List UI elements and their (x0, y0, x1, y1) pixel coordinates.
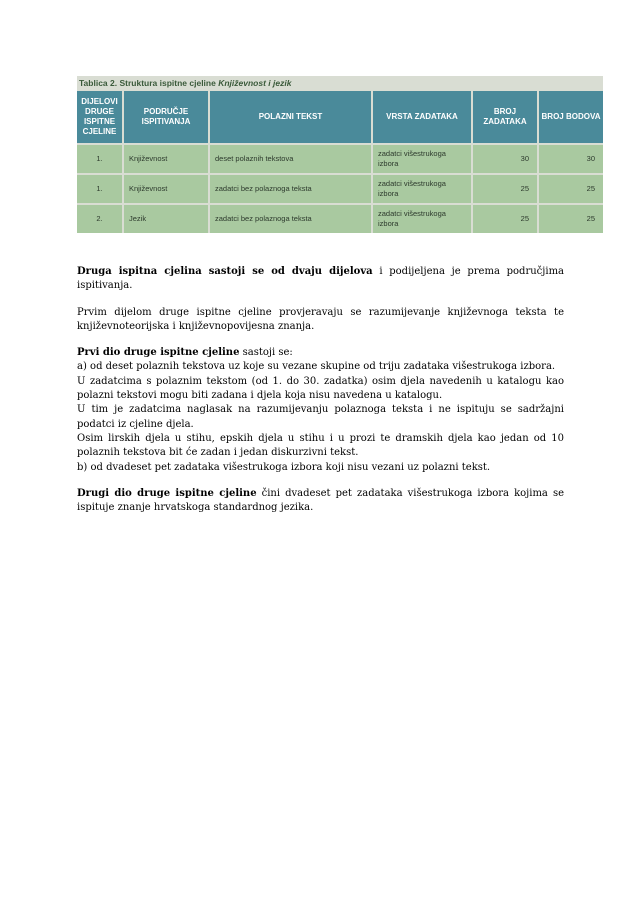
paragraph-second-part (77, 487, 564, 516)
table-cell: Književnost (124, 143, 210, 173)
header-area: PODRUČJE ISPITIVANJA (124, 91, 210, 143)
table-caption-italic: Književnost i jezik (218, 78, 292, 88)
table-cell: zadatci višestrukoga izbora (373, 143, 473, 173)
table-cell: 1. (77, 173, 124, 203)
table-cell: zadatci višestrukoga izbora (373, 203, 473, 233)
item-a: a) od deset polaznih tekstova uz koje su vezane skupine od triju zadataka višestrukoga izbora. (77, 361, 556, 373)
paragraph-first-part-bold: Prvi dio druge ispitne cjeline (77, 347, 240, 359)
header-points: BROJ BODOVA (539, 91, 603, 143)
paragraph-second-part-bold: Drugi dio druge ispitne cjeline (77, 487, 257, 499)
table-row (77, 143, 603, 173)
table-row (77, 203, 603, 233)
item-a-note-2: U tim je zadatcima naglasak na razumijevanju polaznoga teksta i ne ispituju se sadržajni podatci iz cjeline djela. (77, 404, 564, 430)
table-header-row (77, 91, 603, 143)
header-task-count: BROJ ZADATAKA (473, 91, 539, 143)
table-cell: 30 (539, 143, 603, 173)
document-body (77, 265, 564, 527)
table-cell: zadatci bez polaznoga teksta (210, 173, 373, 203)
paragraph-second-part-rest: čini dvadeset pet zadataka višestrukoga izbora kojima se ispituje znanje hrvatskoga standardnog jezika. (77, 487, 565, 514)
header-task-type: VRSTA ZADATAKA (373, 91, 473, 143)
table-cell: 25 (539, 173, 603, 203)
structure-table-figure (77, 76, 603, 233)
table-caption (77, 76, 603, 91)
table-cell: deset polaznih tekstova (210, 143, 373, 173)
table-cell: 30 (473, 143, 539, 173)
table-caption-prefix: Tablica 2. Struktura ispitne cjeline (79, 78, 219, 88)
paragraph-first-part (77, 346, 564, 475)
paragraph-first-part-rest: sastoji se: (239, 347, 293, 359)
table-cell: 2. (77, 203, 124, 233)
table-cell: Književnost (124, 173, 210, 203)
item-a-note-1: U zadatcima s polaznim tekstom (od 1. do 30. zadatka) osim djela navedenih u katalogu kao polazni tekstovi mogu biti zadana i djela koja nisu navedena u katalogu. (77, 375, 564, 402)
paragraph-intro-rest: i podijeljena je prema područjima ispitivanja. (77, 266, 565, 292)
table-cell: 25 (539, 203, 603, 233)
paragraph-intro-bold: Druga ispitna cjelina sastoji se od dvaju dijelova (77, 266, 373, 277)
structure-table (77, 91, 603, 233)
table-cell: 25 (473, 173, 539, 203)
table-cell: 25 (473, 203, 539, 233)
item-b: b) od dvadeset pet zadataka višestrukoga izbora koji nisu vezani uz polazni tekst. (77, 461, 491, 473)
table-cell: 1. (77, 143, 124, 173)
header-parts: DIJELOVI DRUGE ISPITNE CJELINE (77, 91, 124, 143)
table-cell: Jezik (124, 203, 210, 233)
header-source-text: POLAZNI TEKST (210, 91, 373, 143)
item-a-note-3: Osim lirskih djela u stihu, epskih djela u stihu i u prozi te dramskih djela kao jedan od 10 polaznih tekstova bit će zadan i jedan diskurzivni tekst. (77, 432, 564, 459)
table-cell: zadatci višestrukoga izbora (373, 173, 473, 203)
paragraph-first-part-purpose: Prvim dijelom druge ispitne cjeline provjeravaju se razumijevanje književnoga teksta te književnoteorijska i književnopovijesna znanja. (77, 306, 564, 332)
table-row (77, 173, 603, 203)
paragraph-intro (77, 265, 564, 294)
table-cell: zadatci bez polaznoga teksta (210, 203, 373, 233)
